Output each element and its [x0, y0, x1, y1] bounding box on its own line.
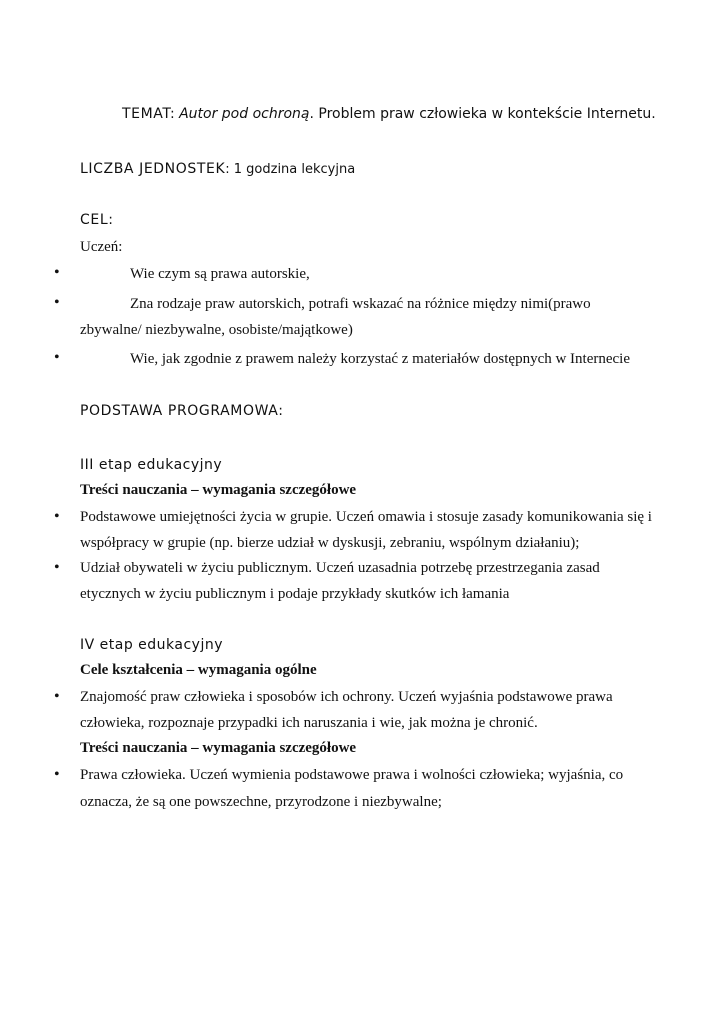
stage4-goal-item-1-line-2: człowieka, rozpoznaje przypadki ich naruszania i wie, jak można je chronić. — [80, 715, 538, 731]
stage4-bullet-2: • — [54, 766, 60, 783]
goal-student: Uczeń: — [80, 239, 123, 255]
stage3-item-1-line-2: współpracy w grupie (np. bierze udział w dyskusji, zebraniu, wspólnym działaniu); — [80, 535, 580, 551]
goal-item-2-line-2: zbywalne/ niezbywalne, osobiste/majątkowe) — [80, 322, 353, 338]
topic-label: TEMAT: — [122, 106, 176, 122]
goal-bullet-2: • — [54, 294, 60, 311]
stage3-item-2-line-1: Udział obywateli w życiu publicznym. Uczeń uzasadnia potrzebę przestrzegania zasad — [80, 560, 600, 576]
goal-item-3-line-1: Wie, jak zgodnie z prawem należy korzystać z materiałów dostępnych w Internecie — [130, 351, 631, 367]
stage4-content-item-1-line-1: Prawa człowieka. Uczeń wymienia podstawowe prawa i wolności człowieka; wyjaśnia, co — [80, 767, 624, 783]
topic-title-italic: Autor pod ochroną — [179, 106, 310, 122]
units-value: : 1 godzina lekcyjna — [225, 162, 356, 177]
goal-label: CEL: — [80, 212, 114, 228]
units-line — [80, 160, 355, 178]
stage4-subheading-goals: Cele kształcenia – wymagania ogólne — [80, 662, 317, 678]
goal-item-2-line-1: Zna rodzaje praw autorskich, potrafi wskazać na różnice między nimi(prawo — [130, 296, 591, 312]
stage3-item-1-line-1: Podstawowe umiejętności życia w grupie. Uczeń omawia i stosuje zasady komunikowania się i — [80, 509, 652, 525]
stage3-heading: III etap edukacyjny — [80, 457, 223, 473]
stage4-heading: IV etap edukacyjny — [80, 637, 224, 653]
stage3-item-2-line-2: etycznych w życiu publicznym i podaje przykłady skutków ich łamania — [80, 586, 510, 602]
stage4-content-item-1-line-2: oznacza, że są one powszechne, przyrodzone i niezbywalne; — [80, 794, 442, 810]
topic-title-rest: . Problem praw człowieka w kontekście Internetu. — [309, 106, 656, 122]
goal-bullet-3: • — [54, 349, 60, 366]
goal-bullet-1: • — [54, 264, 60, 281]
stage3-bullet-2: • — [54, 559, 60, 576]
goal-item-1-line-1: Wie czym są prawa autorskie, — [130, 266, 310, 282]
units-label: LICZBA JEDNOSTEK — [80, 161, 226, 177]
stage4-subheading-content: Treści nauczania – wymagania szczegółowe — [80, 740, 357, 756]
topic-line — [122, 106, 656, 123]
stage3-subheading: Treści nauczania – wymagania szczegółowe — [80, 482, 357, 498]
stage4-bullet-1: • — [54, 688, 60, 705]
stage3-bullet-1: • — [54, 508, 60, 525]
curriculum-heading: PODSTAWA PROGRAMOWA: — [80, 403, 284, 419]
stage4-goal-item-1-line-1: Znajomość praw człowieka i sposobów ich ochrony. Uczeń wyjaśnia podstawowe prawa — [80, 689, 613, 705]
